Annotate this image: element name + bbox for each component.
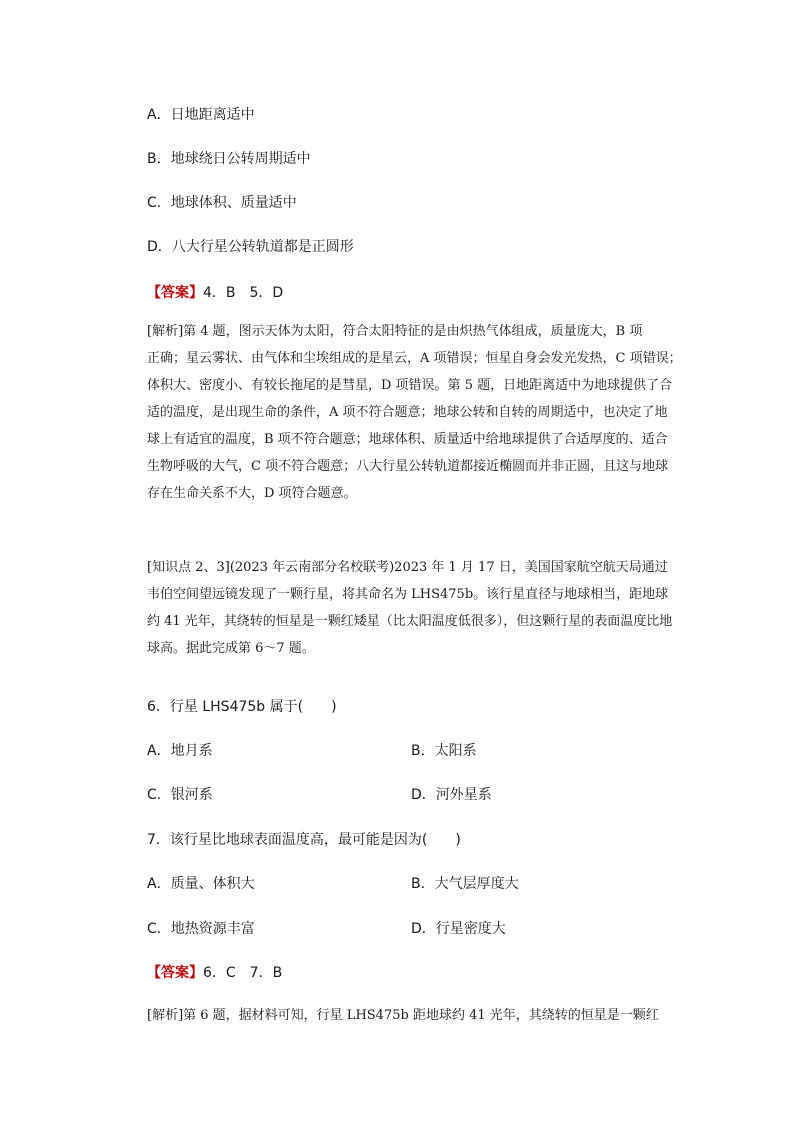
q6-option-c: C．银河系: [147, 787, 213, 803]
q5-option-a: A．日地距离适中: [147, 107, 255, 123]
q5-option-d: D．八大行星公转轨道都是正圆形: [147, 239, 354, 255]
analysis-line: 存在生命关系不大，D 项符合题意。: [147, 486, 357, 501]
q7-option-a: A．质量、体积大: [147, 876, 255, 892]
answer-tag: 【答案】: [147, 965, 203, 981]
q5-option-b: B．地球绕日公转周期适中: [147, 151, 311, 167]
answer-block-1: [147, 282, 283, 302]
analysis-line: 体积大、密度小、有较长拖尾的是彗星，D 项错误。第 5 题，日地距离适中为地球提供了合: [147, 378, 673, 393]
material-line: 约 41 光年，其绕转的恒星是一颗红矮星（比太阳温度低很多），但这颗行星的表面温度比地: [147, 614, 673, 629]
q6-option-d: D．河外星系: [411, 787, 492, 803]
analysis-line: 适的温度，是出现生命的条件，A 项不符合题意；地球公转和自转的周期适中，也决定了地: [147, 405, 668, 420]
q6-option-a: A．地月系: [147, 743, 213, 759]
answer-block-2: [147, 962, 282, 982]
analysis-line: 生物呼吸的大气，C 项不符合题意；八大行星公转轨道都接近椭圆而并非正圆，且这与地球: [147, 459, 669, 474]
analysis-line: [解析]第 4 题，图示天体为太阳，符合太阳特征的是由炽热气体组成，质量庞大，B 项: [147, 324, 643, 339]
analysis-paragraph-1: [147, 318, 682, 507]
answer-text: 6．C 7．B: [203, 965, 283, 981]
analysis-line: 正确；星云雾状、由气体和尘埃组成的是星云，A 项错误；恒星自身会发光发热，C 项错误；: [147, 351, 682, 366]
q7-option-d: D．行星密度大: [411, 921, 506, 937]
q6-stem: 6．行星 LHS475b 属于( ): [147, 699, 337, 715]
material-line: [知识点 2、3](2023 年云南部分名校联考)2023 年 1 月 17 日，美国国家航空航天局通过: [147, 560, 668, 575]
q6-option-b: B．太阳系: [411, 743, 477, 759]
q7-option-b: B．大气层厚度大: [411, 876, 519, 892]
analysis-line: 球上有适宜的温度，B 项不符合题意；地球体积、质量适中给地球提供了合适厚度的、适合: [147, 432, 668, 447]
material-paragraph: [147, 554, 677, 662]
material-line: 韦伯空间望远镜发现了一颗行星，将其命名为 LHS475b。该行星直径与地球相当，距地球: [147, 587, 669, 602]
q5-option-c: C．地球体积、质量适中: [147, 195, 297, 211]
analysis-paragraph-2: [147, 1002, 677, 1029]
q7-stem: 7．该行星比地球表面温度高，最可能是因为( ): [147, 832, 461, 848]
q7-option-c: C．地热资源丰富: [147, 921, 255, 937]
material-line: 球高。据此完成第 6～7 题。: [147, 641, 315, 656]
answer-text: 4．B 5．D: [203, 285, 284, 301]
analysis-line: [解析]第 6 题，据材料可知，行星 LHS475b 距地球约 41 光年，其绕转的恒星是一颗红: [147, 1008, 659, 1023]
answer-tag: 【答案】: [147, 285, 203, 301]
